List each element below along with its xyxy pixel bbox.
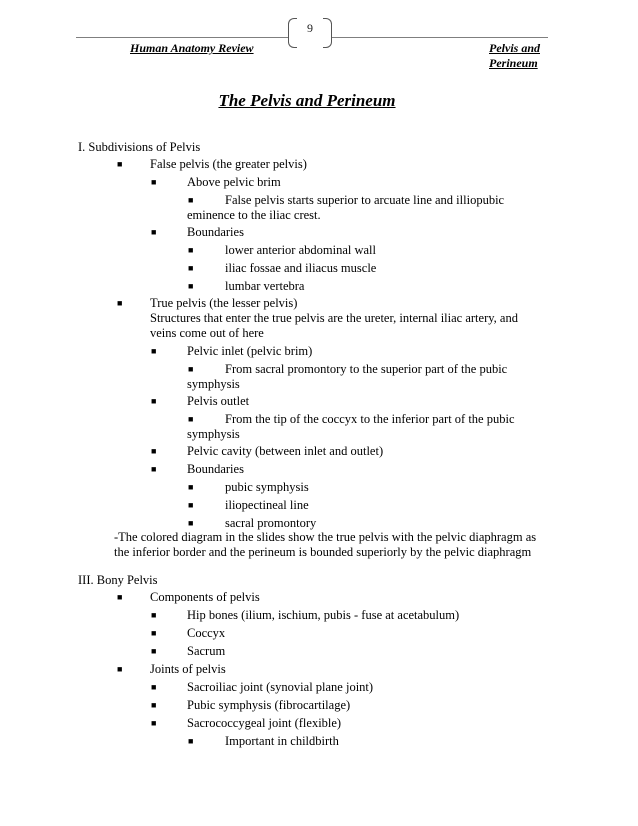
- bullet-icon: ■: [151, 610, 157, 620]
- bullet-icon: ■: [188, 281, 194, 291]
- bullet-icon: ■: [151, 227, 157, 237]
- list-item: Sacrum: [187, 644, 226, 658]
- list-item: From sacral promontory to the superior part of the pubic: [225, 362, 508, 376]
- list-item: Sacroiliac joint (synovial plane joint): [187, 680, 374, 694]
- document-title: The Pelvis and Perineum: [218, 91, 396, 110]
- list-item: Above pelvic brim: [187, 175, 281, 189]
- list-item: pubic symphysis: [225, 480, 309, 494]
- bullet-icon: ■: [151, 646, 157, 656]
- bullet-icon: ■: [188, 414, 194, 424]
- bullet-icon: ■: [188, 482, 194, 492]
- header-left-title: Human Anatomy Review: [130, 41, 254, 55]
- list-item-continuation: veins come out of here: [150, 326, 264, 340]
- list-item: Components of pelvis: [150, 590, 260, 604]
- bullet-icon: ■: [151, 446, 157, 456]
- list-item: Boundaries: [187, 225, 244, 239]
- section-heading: I. Subdivisions of Pelvis: [78, 140, 201, 154]
- bullet-icon: ■: [188, 364, 194, 374]
- list-item: Joints of pelvis: [150, 662, 226, 676]
- list-item: Sacrococcygeal joint (flexible): [187, 716, 342, 730]
- list-item: False pelvis starts superior to arcuate line and illiopubic: [225, 193, 505, 207]
- bullet-icon: ■: [188, 245, 194, 255]
- note-line: the inferior border and the perineum is bounded superiorly by the pelvic diaphragm: [114, 545, 532, 559]
- bullet-icon: ■: [151, 628, 157, 638]
- bullet-icon: ■: [188, 736, 194, 746]
- list-item: False pelvis (the greater pelvis): [150, 157, 307, 171]
- bullet-icon: ■: [151, 700, 157, 710]
- list-item-continuation: eminence to the iliac crest.: [187, 208, 321, 222]
- list-item: Pelvis outlet: [187, 394, 250, 408]
- bullet-icon: ■: [117, 298, 123, 308]
- list-item: True pelvis (the lesser pelvis): [150, 296, 298, 310]
- page-number: 9: [307, 21, 313, 35]
- header-right-title: [489, 41, 561, 71]
- list-item-continuation: symphysis: [187, 427, 240, 441]
- list-item: Pelvic cavity (between inlet and outlet): [187, 444, 384, 458]
- section-heading: III. Bony Pelvis: [78, 573, 158, 587]
- header-right-line1: Pelvis and: [489, 41, 540, 55]
- bullet-icon: ■: [188, 518, 194, 528]
- list-item: sacral promontory: [225, 516, 317, 530]
- list-item: iliopectineal line: [225, 498, 309, 512]
- list-item: lower anterior abdominal wall: [225, 243, 376, 257]
- bullet-icon: ■: [117, 592, 123, 602]
- bullet-icon: ■: [151, 718, 157, 728]
- bullet-icon: ■: [117, 159, 123, 169]
- bullet-icon: ■: [188, 263, 194, 273]
- list-item: Boundaries: [187, 462, 244, 476]
- list-item: Pubic symphysis (fibrocartilage): [187, 698, 351, 712]
- list-item: Hip bones (ilium, ischium, pubis - fuse at acetabulum): [187, 608, 460, 622]
- list-item: From the tip of the coccyx to the inferior part of the pubic: [225, 412, 515, 426]
- bullet-icon: ■: [151, 682, 157, 692]
- page-header: [0, 0, 638, 80]
- list-item-continuation: Structures that enter the true pelvis are the ureter, internal iliac artery, and: [150, 311, 518, 325]
- bullet-icon: ■: [151, 346, 157, 356]
- bullet-icon: ■: [188, 500, 194, 510]
- list-item: Important in childbirth: [225, 734, 339, 748]
- bullet-icon: ■: [151, 464, 157, 474]
- note-line: -The colored diagram in the slides show the true pelvis with the pelvic diaphragm as: [114, 530, 537, 544]
- list-item: Coccyx: [187, 626, 226, 640]
- bullet-icon: ■: [151, 396, 157, 406]
- bullet-icon: ■: [151, 177, 157, 187]
- page-number-box: [288, 18, 332, 48]
- bullet-icon: ■: [117, 664, 123, 674]
- list-item: iliac fossae and iliacus muscle: [225, 261, 377, 275]
- list-item-continuation: symphysis: [187, 377, 240, 391]
- header-right-line2: Perineum: [489, 56, 538, 70]
- bullet-icon: ■: [188, 195, 194, 205]
- list-item: Pelvic inlet (pelvic brim): [187, 344, 313, 358]
- list-item: lumbar vertebra: [225, 279, 305, 293]
